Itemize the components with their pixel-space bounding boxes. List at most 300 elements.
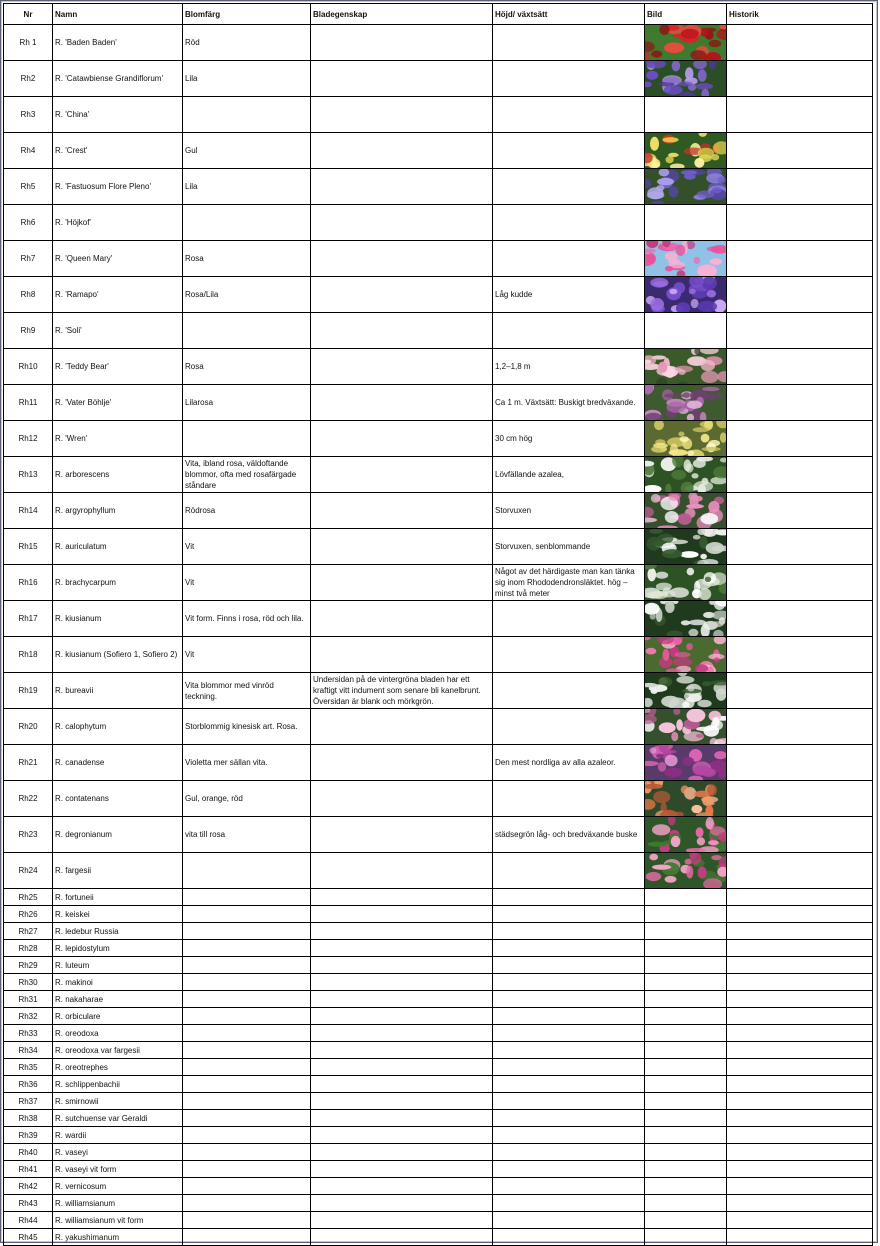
cell-historik — [727, 1076, 873, 1093]
table-row — [4, 133, 873, 169]
cell-bladegenskap — [311, 313, 493, 349]
cell-namn: R. 'Vater Böhlje' — [53, 385, 183, 421]
cell-nr: Rh40 — [4, 1144, 53, 1161]
cell-hojd-vaxtsatt: Storvuxen — [493, 493, 645, 529]
table-header-row — [4, 4, 873, 25]
cell-bild — [645, 1195, 727, 1212]
table-row — [4, 1127, 873, 1144]
cell-historik — [727, 277, 873, 313]
cell-hojd-vaxtsatt — [493, 97, 645, 133]
cell-blomfarg: Vit — [183, 637, 311, 673]
cell-nr: Rh36 — [4, 1076, 53, 1093]
flower-photo — [645, 781, 726, 816]
cell-historik — [727, 1212, 873, 1229]
cell-historik — [727, 923, 873, 940]
cell-bild — [645, 457, 727, 493]
cell-blomfarg — [183, 1008, 311, 1025]
cell-namn: R. arborescens — [53, 457, 183, 493]
cell-historik — [727, 709, 873, 745]
cell-hojd-vaxtsatt — [493, 1008, 645, 1025]
cell-blomfarg — [183, 1178, 311, 1195]
cell-blomfarg — [183, 923, 311, 940]
cell-historik — [727, 313, 873, 349]
cell-blomfarg — [183, 889, 311, 906]
cell-nr: Rh35 — [4, 1059, 53, 1076]
cell-blomfarg — [183, 1195, 311, 1212]
cell-historik — [727, 61, 873, 97]
table-row — [4, 277, 873, 313]
cell-nr: Rh34 — [4, 1042, 53, 1059]
cell-blomfarg: Gul, orange, röd — [183, 781, 311, 817]
cell-nr: Rh43 — [4, 1195, 53, 1212]
cell-nr: Rh23 — [4, 817, 53, 853]
cell-historik — [727, 493, 873, 529]
cell-historik — [727, 991, 873, 1008]
cell-nr: Rh11 — [4, 385, 53, 421]
cell-bladegenskap — [311, 940, 493, 957]
cell-nr: Rh14 — [4, 493, 53, 529]
cell-bladegenskap — [311, 1212, 493, 1229]
cell-bild — [645, 313, 727, 349]
cell-hojd-vaxtsatt — [493, 1161, 645, 1178]
cell-namn: R. luteum — [53, 957, 183, 974]
cell-hojd-vaxtsatt — [493, 61, 645, 97]
cell-namn: R. vaseyi — [53, 1144, 183, 1161]
cell-bild — [645, 781, 727, 817]
table-row — [4, 349, 873, 385]
cell-namn: R. orbiculare — [53, 1008, 183, 1025]
cell-bild — [645, 923, 727, 940]
cell-namn: R. ledebur Russia — [53, 923, 183, 940]
table-row — [4, 1008, 873, 1025]
table-row — [4, 957, 873, 974]
header-hojd-vaxtsatt: Höjd/ växtsätt — [493, 4, 645, 25]
flower-photo — [645, 565, 726, 600]
cell-blomfarg: Lila — [183, 169, 311, 205]
cell-namn: R. oreodoxa — [53, 1025, 183, 1042]
cell-historik — [727, 940, 873, 957]
cell-hojd-vaxtsatt: Den mest nordliga av alla azaleor. — [493, 745, 645, 781]
cell-bild — [645, 493, 727, 529]
cell-namn: R. 'Baden Baden' — [53, 25, 183, 61]
cell-blomfarg — [183, 313, 311, 349]
cell-nr: Rh3 — [4, 97, 53, 133]
cell-blomfarg — [183, 1025, 311, 1042]
cell-blomfarg: Violetta mer sällan vita. — [183, 745, 311, 781]
cell-nr: Rh2 — [4, 61, 53, 97]
cell-bild — [645, 205, 727, 241]
cell-nr: Rh24 — [4, 853, 53, 889]
cell-bild — [645, 97, 727, 133]
cell-namn: R. 'Crest' — [53, 133, 183, 169]
cell-nr: Rh8 — [4, 277, 53, 313]
cell-bild — [645, 1144, 727, 1161]
cell-historik — [727, 1042, 873, 1059]
cell-bild — [645, 169, 727, 205]
cell-blomfarg: Rosa/Lila — [183, 277, 311, 313]
cell-blomfarg — [183, 974, 311, 991]
cell-hojd-vaxtsatt: Storvuxen, senblommande — [493, 529, 645, 565]
cell-namn: R. vaseyi vit form — [53, 1161, 183, 1178]
cell-historik — [727, 1025, 873, 1042]
cell-namn: R. oreodoxa var fargesii — [53, 1042, 183, 1059]
cell-bild — [645, 349, 727, 385]
cell-historik — [727, 349, 873, 385]
cell-bladegenskap — [311, 1025, 493, 1042]
cell-bladegenskap — [311, 493, 493, 529]
table-row — [4, 1042, 873, 1059]
cell-bladegenskap — [311, 97, 493, 133]
cell-historik — [727, 1059, 873, 1076]
cell-nr: Rh17 — [4, 601, 53, 637]
cell-bladegenskap — [311, 923, 493, 940]
table-row — [4, 565, 873, 601]
table-row — [4, 1059, 873, 1076]
cell-nr: Rh28 — [4, 940, 53, 957]
cell-bild — [645, 1212, 727, 1229]
cell-hojd-vaxtsatt: 30 cm hög — [493, 421, 645, 457]
cell-blomfarg: Rödrosa — [183, 493, 311, 529]
table-body — [4, 25, 873, 1246]
cell-nr: Rh45 — [4, 1229, 53, 1246]
cell-historik — [727, 25, 873, 61]
cell-blomfarg — [183, 1076, 311, 1093]
cell-blomfarg: Vit — [183, 565, 311, 601]
cell-historik — [727, 637, 873, 673]
cell-blomfarg: Vita, ibland rosa, väldoftande blommor, ofta med rosafärgade ståndare — [183, 457, 311, 493]
cell-namn: R. sutchuense var Geraldi — [53, 1110, 183, 1127]
cell-bladegenskap — [311, 745, 493, 781]
cell-historik — [727, 1195, 873, 1212]
cell-hojd-vaxtsatt — [493, 991, 645, 1008]
cell-blomfarg: Storblommig kinesisk art. Rosa. — [183, 709, 311, 745]
cell-bild — [645, 1127, 727, 1144]
cell-namn: R. lepidostylum — [53, 940, 183, 957]
cell-historik — [727, 1178, 873, 1195]
cell-bladegenskap — [311, 709, 493, 745]
cell-namn: R. makinoi — [53, 974, 183, 991]
cell-blomfarg: Lilarosa — [183, 385, 311, 421]
table-row — [4, 241, 873, 277]
plant-table — [3, 3, 873, 1246]
cell-nr: Rh21 — [4, 745, 53, 781]
cell-bladegenskap — [311, 529, 493, 565]
cell-bild — [645, 1042, 727, 1059]
cell-bladegenskap — [311, 1161, 493, 1178]
cell-namn: R. schlippenbachii — [53, 1076, 183, 1093]
cell-bild — [645, 709, 727, 745]
cell-hojd-vaxtsatt — [493, 974, 645, 991]
cell-blomfarg — [183, 1110, 311, 1127]
table-row — [4, 781, 873, 817]
table-row — [4, 205, 873, 241]
cell-blomfarg — [183, 957, 311, 974]
cell-bild — [645, 133, 727, 169]
flower-photo — [645, 745, 726, 780]
cell-hojd-vaxtsatt — [493, 709, 645, 745]
cell-bild — [645, 1093, 727, 1110]
table-row — [4, 889, 873, 906]
cell-historik — [727, 745, 873, 781]
cell-historik — [727, 97, 873, 133]
table-row — [4, 923, 873, 940]
cell-nr: Rh37 — [4, 1093, 53, 1110]
cell-nr: Rh 1 — [4, 25, 53, 61]
cell-bild — [645, 745, 727, 781]
cell-blomfarg: Lila — [183, 61, 311, 97]
cell-blomfarg — [183, 1229, 311, 1246]
cell-blomfarg: Vit form. Finns i rosa, röd och lila. — [183, 601, 311, 637]
cell-hojd-vaxtsatt — [493, 1144, 645, 1161]
cell-hojd-vaxtsatt — [493, 241, 645, 277]
cell-blomfarg: Gul — [183, 133, 311, 169]
cell-bladegenskap — [311, 889, 493, 906]
cell-hojd-vaxtsatt — [493, 1042, 645, 1059]
cell-bladegenskap — [311, 1144, 493, 1161]
cell-bild — [645, 601, 727, 637]
cell-bladegenskap — [311, 1093, 493, 1110]
cell-namn: R. fargesii — [53, 853, 183, 889]
table-row — [4, 1161, 873, 1178]
table-row — [4, 1025, 873, 1042]
cell-nr: Rh44 — [4, 1212, 53, 1229]
cell-nr: Rh4 — [4, 133, 53, 169]
table-row — [4, 1178, 873, 1195]
cell-hojd-vaxtsatt — [493, 781, 645, 817]
cell-bladegenskap — [311, 457, 493, 493]
header-blomfarg: Blomfärg — [183, 4, 311, 25]
cell-blomfarg — [183, 1161, 311, 1178]
cell-namn: R. 'Queen Mary' — [53, 241, 183, 277]
cell-nr: Rh31 — [4, 991, 53, 1008]
cell-bild — [645, 889, 727, 906]
cell-bladegenskap — [311, 133, 493, 169]
cell-bild — [645, 1229, 727, 1246]
table-row — [4, 25, 873, 61]
cell-nr: Rh6 — [4, 205, 53, 241]
cell-bild — [645, 991, 727, 1008]
cell-blomfarg — [183, 1144, 311, 1161]
flower-photo — [645, 853, 726, 888]
cell-hojd-vaxtsatt — [493, 923, 645, 940]
cell-nr: Rh25 — [4, 889, 53, 906]
cell-hojd-vaxtsatt — [493, 1127, 645, 1144]
cell-historik — [727, 241, 873, 277]
flower-photo — [645, 61, 726, 96]
cell-namn: R. 'Ramapo' — [53, 277, 183, 313]
cell-namn: R. 'Fastuosum Flore Pleno' — [53, 169, 183, 205]
cell-namn: R. 'Höjkof' — [53, 205, 183, 241]
cell-namn: R. yakushimanum — [53, 1229, 183, 1246]
table-row — [4, 817, 873, 853]
cell-bladegenskap — [311, 385, 493, 421]
cell-historik — [727, 957, 873, 974]
cell-nr: Rh42 — [4, 1178, 53, 1195]
cell-hojd-vaxtsatt — [493, 906, 645, 923]
flower-photo — [645, 673, 726, 708]
flower-photo — [645, 601, 726, 636]
cell-bladegenskap — [311, 817, 493, 853]
cell-historik — [727, 601, 873, 637]
cell-namn: R. williamsianum — [53, 1195, 183, 1212]
cell-bild — [645, 25, 727, 61]
table-row — [4, 1229, 873, 1246]
cell-bladegenskap — [311, 565, 493, 601]
cell-bild — [645, 1025, 727, 1042]
cell-historik — [727, 1144, 873, 1161]
table-row — [4, 1212, 873, 1229]
cell-namn: R. 'Teddy Bear' — [53, 349, 183, 385]
cell-blomfarg — [183, 97, 311, 133]
cell-bladegenskap — [311, 1076, 493, 1093]
cell-hojd-vaxtsatt: 1,2–1,8 m — [493, 349, 645, 385]
cell-nr: Rh9 — [4, 313, 53, 349]
table-row — [4, 493, 873, 529]
cell-hojd-vaxtsatt — [493, 1025, 645, 1042]
cell-nr: Rh29 — [4, 957, 53, 974]
cell-bild — [645, 1076, 727, 1093]
cell-bild — [645, 637, 727, 673]
header-nr: Nr — [4, 4, 53, 25]
table-row — [4, 313, 873, 349]
cell-nr: Rh26 — [4, 906, 53, 923]
table-row — [4, 940, 873, 957]
cell-hojd-vaxtsatt — [493, 1178, 645, 1195]
cell-historik — [727, 205, 873, 241]
cell-bild — [645, 565, 727, 601]
table-row — [4, 421, 873, 457]
cell-bladegenskap — [311, 974, 493, 991]
table-row — [4, 1110, 873, 1127]
flower-photo — [645, 637, 726, 672]
cell-namn: R. oreotrephes — [53, 1059, 183, 1076]
cell-nr: Rh22 — [4, 781, 53, 817]
cell-historik — [727, 1127, 873, 1144]
cell-bladegenskap — [311, 853, 493, 889]
table-row — [4, 385, 873, 421]
table-row — [4, 1144, 873, 1161]
cell-bladegenskap — [311, 1127, 493, 1144]
cell-namn: R. kiusianum — [53, 601, 183, 637]
table-row — [4, 709, 873, 745]
table-row — [4, 673, 873, 709]
cell-historik — [727, 421, 873, 457]
cell-hojd-vaxtsatt: Något av det härdigaste man kan tänka sig inom Rhododendronsläktet. hög – minst två meter — [493, 565, 645, 601]
cell-blomfarg — [183, 1059, 311, 1076]
cell-hojd-vaxtsatt — [493, 1212, 645, 1229]
cell-namn: R. degronianum — [53, 817, 183, 853]
cell-bladegenskap — [311, 277, 493, 313]
cell-bladegenskap — [311, 25, 493, 61]
cell-blomfarg — [183, 906, 311, 923]
cell-blomfarg: vita till rosa — [183, 817, 311, 853]
cell-blomfarg — [183, 1093, 311, 1110]
cell-nr: Rh33 — [4, 1025, 53, 1042]
table-row — [4, 906, 873, 923]
cell-bild — [645, 241, 727, 277]
cell-namn: R. wardii — [53, 1127, 183, 1144]
cell-nr: Rh27 — [4, 923, 53, 940]
cell-hojd-vaxtsatt — [493, 957, 645, 974]
cell-hojd-vaxtsatt — [493, 601, 645, 637]
cell-historik — [727, 133, 873, 169]
flower-photo — [645, 385, 726, 420]
table-row — [4, 169, 873, 205]
flower-photo — [645, 25, 726, 60]
cell-bladegenskap — [311, 1059, 493, 1076]
cell-bladegenskap — [311, 421, 493, 457]
cell-nr: Rh39 — [4, 1127, 53, 1144]
cell-nr: Rh19 — [4, 673, 53, 709]
cell-hojd-vaxtsatt — [493, 1195, 645, 1212]
cell-bladegenskap — [311, 637, 493, 673]
cell-bild — [645, 1008, 727, 1025]
cell-blomfarg: Vit — [183, 529, 311, 565]
cell-hojd-vaxtsatt — [493, 637, 645, 673]
cell-hojd-vaxtsatt — [493, 313, 645, 349]
cell-nr: Rh15 — [4, 529, 53, 565]
cell-historik — [727, 1110, 873, 1127]
flower-photo — [645, 277, 726, 312]
cell-hojd-vaxtsatt: Låg kudde — [493, 277, 645, 313]
cell-historik — [727, 889, 873, 906]
table-row — [4, 745, 873, 781]
cell-historik — [727, 673, 873, 709]
cell-namn: R. bureavii — [53, 673, 183, 709]
flower-photo — [645, 241, 726, 276]
cell-bladegenskap — [311, 1178, 493, 1195]
cell-namn: R. kiusianum (Sofiero 1, Sofiero 2) — [53, 637, 183, 673]
cell-bild — [645, 957, 727, 974]
cell-hojd-vaxtsatt — [493, 1093, 645, 1110]
cell-blomfarg: Rosa — [183, 241, 311, 277]
cell-namn: R. canadense — [53, 745, 183, 781]
cell-bladegenskap — [311, 601, 493, 637]
cell-nr: Rh30 — [4, 974, 53, 991]
cell-bild — [645, 385, 727, 421]
cell-nr: Rh18 — [4, 637, 53, 673]
flower-photo — [645, 457, 726, 492]
cell-bladegenskap: Undersidan på de vintergröna bladen har ett kraftigt vitt indument som senare bli kanelbrunt. Översidan är blank och mörkgrön. — [311, 673, 493, 709]
cell-bladegenskap — [311, 349, 493, 385]
cell-bild — [645, 1161, 727, 1178]
cell-historik — [727, 1008, 873, 1025]
cell-bild — [645, 817, 727, 853]
cell-blomfarg: Röd — [183, 25, 311, 61]
cell-bild — [645, 853, 727, 889]
cell-bild — [645, 529, 727, 565]
cell-hojd-vaxtsatt — [493, 673, 645, 709]
cell-nr: Rh10 — [4, 349, 53, 385]
header-namn: Namn — [53, 4, 183, 25]
cell-bladegenskap — [311, 991, 493, 1008]
cell-blomfarg — [183, 1212, 311, 1229]
cell-bladegenskap — [311, 241, 493, 277]
cell-bild — [645, 277, 727, 313]
cell-nr: Rh16 — [4, 565, 53, 601]
cell-bild — [645, 1059, 727, 1076]
flower-photo — [645, 349, 726, 384]
cell-historik — [727, 529, 873, 565]
cell-namn: R. 'China' — [53, 97, 183, 133]
cell-historik — [727, 974, 873, 991]
cell-blomfarg — [183, 205, 311, 241]
table-row — [4, 991, 873, 1008]
cell-historik — [727, 385, 873, 421]
cell-bladegenskap — [311, 61, 493, 97]
cell-historik — [727, 169, 873, 205]
table-row — [4, 637, 873, 673]
